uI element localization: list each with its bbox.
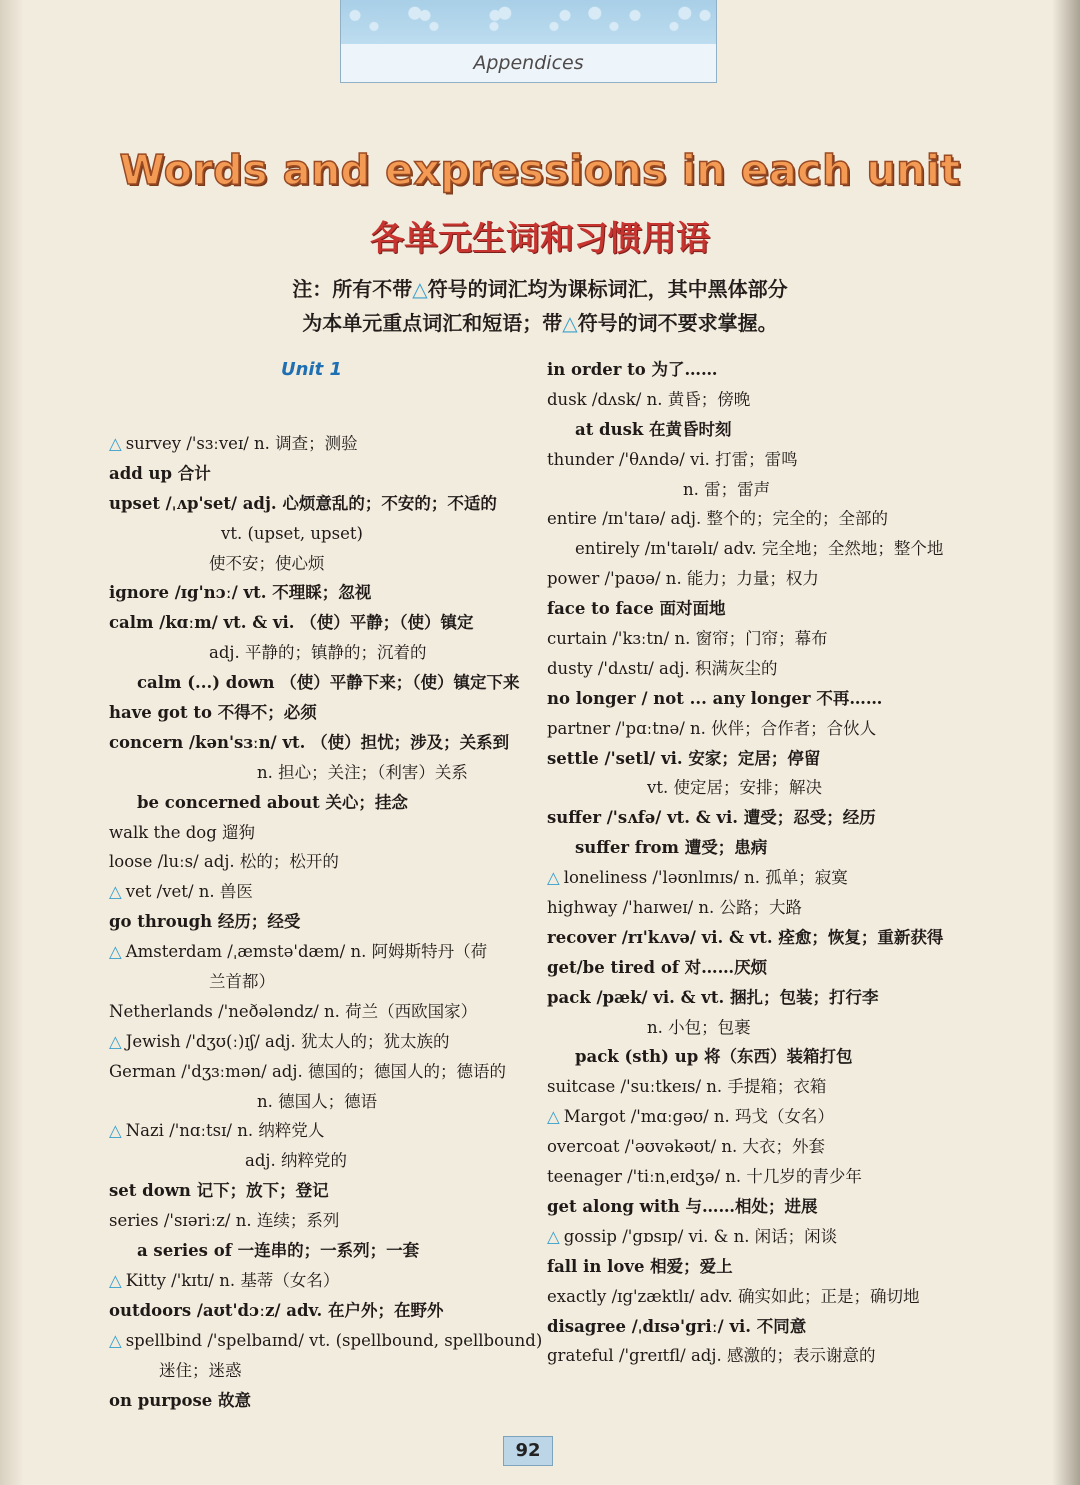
vocab-entry	[109, 967, 529, 997]
vocab-entry	[547, 654, 967, 684]
vocab-entry-text: loose /luːs/ adj. 松的；松开的	[109, 852, 339, 872]
vocab-entry-text: ignore /ɪg'nɔː/ vt. 不理睬；忽视	[109, 583, 372, 603]
vocab-entry	[547, 773, 967, 803]
triangle-icon: △	[547, 868, 560, 888]
vocab-entry-text: be concerned about 关心；挂念	[137, 792, 408, 812]
vocab-entry-text: partner /'pɑːtnə/ n. 伙伴；合作者；合伙人	[547, 718, 877, 738]
vocab-entry-text: dusk /dʌsk/ n. 黄昏；傍晚	[547, 389, 751, 409]
vocab-entry-text: a series of 一连串的；一系列；一套	[137, 1241, 420, 1261]
triangle-icon: △	[109, 434, 122, 453]
vocab-entry	[547, 863, 967, 893]
vocab-entry-text: n. 担心；关注；（利害）关系	[257, 762, 468, 782]
vocab-entry	[109, 608, 529, 638]
triangle-icon: △	[109, 1270, 122, 1290]
vocab-entry	[547, 385, 967, 415]
vocab-entry	[547, 1042, 967, 1072]
vocab-entry	[547, 355, 967, 385]
vocab-entry-text: get along with 与……相处；进展	[547, 1196, 818, 1216]
vocab-entry-text: settle /'setl/ vi. 安家；定居；停留	[547, 748, 821, 768]
unit-heading: Unit 1	[281, 359, 342, 380]
vocab-entry-text: gossip /'gɒsɪp/ vi. & n. 闲话；闲谈	[563, 1226, 838, 1246]
vocab-entry-text: have got to 不得不；必须	[109, 703, 317, 723]
vocab-entry-text: 使不安；使心烦	[209, 553, 325, 573]
vocab-entry-text: n. 雷；雷声	[683, 479, 771, 499]
vocab-entry	[109, 1146, 529, 1176]
vocab-entry	[109, 578, 529, 608]
vocab-entry-text: set down 记下；放下；登记	[109, 1181, 329, 1201]
vocab-entry-text: vet /vet/ n. 兽医	[125, 882, 253, 902]
vocab-entry	[547, 923, 967, 953]
vocab-entry	[547, 983, 967, 1013]
vocab-entry-text: adj. 纳粹党的	[245, 1151, 348, 1171]
vocab-entry	[547, 1192, 967, 1222]
vocab-entry	[547, 803, 967, 833]
page-title: Words and expressions in each unit	[119, 146, 961, 194]
vocab-entry	[109, 937, 529, 967]
vocab-entry-text: pack (sth) up 将（东西）装箱打包	[575, 1047, 853, 1067]
vocab-entry	[109, 788, 529, 818]
vocab-entry	[547, 475, 967, 505]
vocab-entry-text: series /'sɪəriːz/ n. 连续；系列	[109, 1211, 340, 1231]
vocab-entry-text: Margot /'mɑːgəʊ/ n. 玛戈（女名）	[563, 1107, 835, 1127]
vocab-entry	[547, 684, 967, 714]
appendix-label: Appendices	[473, 52, 584, 74]
vocab-entry-text: recover /rɪ'kʌvə/ vi. & vt. 痊愈；恢复；重新获得	[547, 927, 944, 947]
vocab-entry	[109, 668, 529, 698]
vocab-entry	[547, 624, 967, 654]
vocab-entry-text: suffer from 遭受；患病	[575, 838, 768, 858]
vocab-entry	[547, 714, 967, 744]
vocab-entry-text: calm /kɑːm/ vt. & vi. （使）平静；（使）镇定	[109, 613, 474, 633]
vocab-entry-text: spellbind /'spelbaɪnd/ vt. (spellbound, spellbound)	[125, 1330, 543, 1350]
water-drop-pattern	[341, 0, 716, 44]
note-line-2-part-b: 符号的词不要求掌握。	[577, 311, 778, 335]
vocab-entry-text: suffer /'sʌfə/ vt. & vi. 遭受；忍受；经历	[547, 808, 876, 828]
vocab-entry-text: adj. 平静的；镇静的；沉着的	[209, 643, 427, 663]
vocab-entry	[547, 1282, 967, 1312]
vocab-entry-text: n. 小包；包裹	[647, 1017, 751, 1037]
note-line-2-part-a: 为本单元重点词汇和短语；带	[302, 311, 563, 335]
spacer	[109, 385, 529, 429]
vocab-entry	[547, 953, 967, 983]
vocab-entry	[109, 1236, 529, 1266]
vocab-entry-text: loneliness /'ləʊnlɪnɪs/ n. 孤单；寂寞	[563, 868, 848, 888]
triangle-icon: △	[412, 277, 428, 301]
vocab-entry	[547, 1312, 967, 1342]
triangle-icon: △	[109, 942, 122, 962]
vocab-entry-text: upset /ˌʌp'set/ adj. 心烦意乱的；不安的；不适的	[109, 493, 497, 513]
vocab-entry	[547, 833, 967, 863]
vocab-entry-text: power /'paʊə/ n. 能力；力量；权力	[547, 569, 819, 589]
vocab-entry-text: add up 合计	[109, 463, 211, 483]
vocab-entry-text: face to face 面对面地	[547, 599, 726, 619]
vocab-entry-text: dusty /'dʌstɪ/ adj. 积满灰尘的	[547, 658, 778, 678]
vocab-entry	[109, 429, 529, 459]
vocab-entry	[547, 744, 967, 774]
vocab-entry	[109, 1206, 529, 1236]
triangle-icon: △	[547, 1226, 560, 1246]
vocab-entry-text: exactly /ɪg'zæktlɪ/ adv. 确实如此；正是；确切地	[547, 1286, 920, 1306]
triangle-icon: △	[562, 311, 578, 335]
vocab-entry-text: entirely /ɪn'taɪəlɪ/ adv. 完全地；全然地；整个地	[575, 539, 944, 559]
triangle-icon: △	[547, 1107, 560, 1127]
vocab-entry-text: entire /ɪn'taɪə/ adj. 整个的；完全的；全部的	[547, 509, 889, 529]
vocab-entry-text: Kitty /'kɪtɪ/ n. 基蒂（女名）	[125, 1270, 340, 1290]
vocab-entry-text: calm (...) down （使）平静下来；（使）镇定下来	[137, 673, 520, 693]
vocab-entry-text: suitcase /'suːtkeɪs/ n. 手提箱；衣箱	[547, 1077, 827, 1097]
triangle-icon: △	[109, 1330, 122, 1350]
vocab-entry-text: highway /'haɪweɪ/ n. 公路；大路	[547, 898, 803, 918]
vocab-entry	[109, 1176, 529, 1206]
vocab-entry-text: overcoat /'əʊvəkəʊt/ n. 大衣；外套	[547, 1137, 826, 1157]
vocab-entry	[547, 1072, 967, 1102]
vocab-entry	[109, 997, 529, 1027]
vocab-list-left	[109, 429, 543, 1415]
vocab-entry-text: German /'dʒɜːmən/ adj. 德国的；德国人的；德语的	[109, 1061, 506, 1081]
vocab-entry	[109, 847, 529, 877]
vocab-entry	[109, 1087, 529, 1117]
vocab-entry-text: Jewish /'dʒʊ(ː)ɪʃ/ adj. 犹太人的；犹太族的	[125, 1031, 450, 1051]
vocab-entry-text: n. 德国人；德语	[257, 1091, 378, 1111]
vocab-entry-text: get/be tired of 对……厌烦	[547, 957, 768, 977]
vocab-entry	[109, 728, 529, 758]
note-text	[0, 272, 1080, 340]
page-subtitle: 各单元生词和习惯用语	[370, 219, 710, 259]
vocab-entry-text: fall in love 相爱；爱上	[547, 1256, 733, 1276]
vocab-entry	[109, 698, 529, 728]
vocab-entry	[547, 1252, 967, 1282]
vocab-entry-text: go through 经历；经受	[109, 912, 301, 932]
vocab-column-left	[109, 355, 543, 1415]
page-number: 92	[503, 1436, 553, 1466]
vocab-entry	[109, 549, 529, 579]
vocab-list-right	[547, 355, 967, 1371]
vocab-entry	[109, 519, 529, 549]
vocab-entry-text: in order to 为了……	[547, 360, 718, 379]
vocab-entry-text: concern /kən'sɜːn/ vt. （使）担忧；涉及；关系到	[109, 732, 510, 752]
vocab-entry-text: no longer / not ... any longer 不再……	[547, 688, 883, 708]
vocab-entry-text: Nazi /'nɑːtsɪ/ n. 纳粹党人	[125, 1121, 325, 1141]
triangle-icon: △	[109, 882, 122, 902]
vocab-entry	[109, 1326, 543, 1356]
vocab-entry-text: grateful /'greɪtfl/ adj. 感激的；表示谢意的	[547, 1346, 876, 1366]
vocab-entry-text: 迷住；迷惑	[159, 1360, 242, 1380]
note-line-1-part-b: 符号的词汇均为课标词汇，其中黑体部分	[427, 277, 788, 301]
vocab-entry	[109, 1356, 529, 1386]
vocab-entry	[109, 638, 529, 668]
vocab-entry	[547, 504, 967, 534]
vocab-entry	[109, 1116, 529, 1146]
vocab-entry	[547, 893, 967, 923]
vocab-entry	[109, 1296, 529, 1326]
vocab-entry	[547, 445, 967, 475]
vocab-entry-text: on purpose 故意	[109, 1390, 252, 1410]
vocab-entry	[109, 818, 529, 848]
vocab-entry	[547, 1132, 967, 1162]
vocab-entry-text: pack /pæk/ vi. & vt. 捆扎；包装；打行李	[547, 987, 879, 1007]
vocab-entry	[109, 1027, 529, 1057]
vocab-entry	[109, 459, 529, 489]
vocab-entry-text: survey /'sɜːveɪ/ n. 调查；测验	[125, 434, 358, 453]
vocab-entry	[547, 564, 967, 594]
vocab-entry-text: teenager /'tiːnˌeɪdʒə/ n. 十几岁的青少年	[547, 1167, 862, 1187]
vocab-entry-text: Amsterdam /ˌæmstə'dæm/ n. 阿姆斯特丹（荷	[125, 942, 488, 962]
note-line-1	[0, 272, 1080, 306]
vocab-entry-text: outdoors /aʊt'dɔːz/ adv. 在户外；在野外	[109, 1300, 444, 1320]
vocab-entry	[547, 534, 967, 564]
vocab-entry	[547, 415, 967, 445]
vocab-column-right	[547, 355, 967, 1371]
vocab-entry-text: vt. (upset, upset)	[221, 523, 363, 543]
vocab-entry	[109, 758, 529, 788]
vocab-entry	[109, 877, 529, 907]
vocab-entry	[547, 1222, 967, 1252]
appendix-header-tab	[340, 0, 717, 83]
vocab-entry	[109, 1266, 529, 1296]
note-line-2	[0, 306, 1080, 340]
vocab-entry	[109, 1057, 529, 1087]
vocab-entry	[547, 1013, 967, 1043]
vocab-entry	[547, 1162, 967, 1192]
vocab-entry	[109, 1386, 529, 1416]
vocab-entry-text: vt. 使定居；安排；解决	[647, 778, 822, 798]
vocab-entry	[109, 907, 529, 937]
vocab-entry-text: thunder /'θʌndə/ vi. 打雷；雷鸣	[547, 449, 798, 469]
vocab-entry-text: at dusk 在黄昏时刻	[575, 419, 732, 439]
vocab-entry	[547, 1341, 967, 1371]
vocab-entry-text: disagree /ˌdɪsə'griː/ vi. 不同意	[547, 1316, 807, 1336]
triangle-icon: △	[109, 1121, 122, 1141]
vocab-entry	[547, 594, 967, 624]
vocab-entry	[109, 489, 529, 519]
vocab-entry	[547, 1102, 967, 1132]
vocab-entry-text: 兰首都）	[209, 972, 275, 992]
vocab-entry-text: curtain /'kɜːtn/ n. 窗帘；门帘；幕布	[547, 629, 828, 649]
note-line-1-part-a: 注：所有不带	[292, 277, 413, 301]
vocab-entry-text: walk the dog 遛狗	[109, 822, 256, 842]
vocab-entry-text: Netherlands /'neðələndz/ n. 荷兰（西欧国家）	[109, 1001, 478, 1021]
triangle-icon: △	[109, 1031, 122, 1051]
